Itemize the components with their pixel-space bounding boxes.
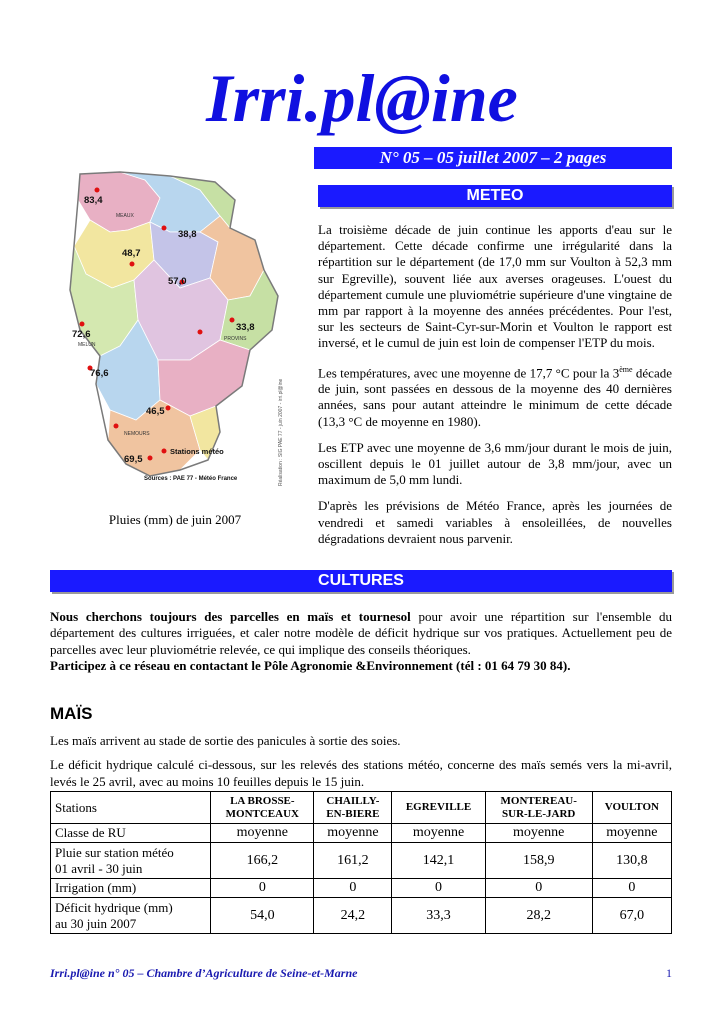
column-header-line: EGREVILLE — [405, 801, 472, 813]
station-value-label: 57,0 — [168, 276, 187, 287]
map-credit: Réalisation : SIG PAE 77 - juin 2007 - irri.pl@ine — [278, 378, 284, 486]
table-cell: 161,2 — [314, 843, 392, 879]
table-cell: 158,9 — [485, 843, 592, 879]
table-cell: 0 — [211, 879, 314, 898]
table-cell: 28,2 — [485, 898, 592, 934]
table-column-header — [314, 792, 392, 824]
station-dot — [198, 330, 203, 335]
station-value-label: 76,6 — [90, 368, 109, 379]
table-row — [51, 879, 672, 898]
column-header-line: MONTCEAUX — [225, 807, 299, 820]
table-cell: 0 — [314, 879, 392, 898]
town-label: MEAUX — [116, 213, 134, 219]
meteo-paragraph: La troisième décade de juin continue les apports d'eau sur le département. Cette décade confirme une irrégularité dans la répartition sur le département (de 17,0 mm sur Voulton à 52,3 mm sur Egreville), souvent liée aux averses orageuses. L'ouest du département cumule une pluviométrie supérieure d'une vingtaine de mm par rapport à la moyenne des années précédentes. Pour l'est, sur les secteurs de Saint-Cyr-sur-Morin et Voulton le rapport est inversé, et le cumul de juin est loin de compenser l'ETP du mois. — [318, 222, 672, 351]
table-cell: 142,1 — [392, 843, 485, 879]
footer-publication: Irri.pl@ine n° 05 – Chambre d’Agriculture de Seine-et-Marne — [50, 966, 358, 980]
row-label: Classe de RU — [51, 824, 211, 843]
column-header-line: VOULTON — [604, 801, 659, 813]
column-header-line: CHAILLY- — [326, 794, 380, 807]
row-label-line: 01 avril - 30 juin — [55, 860, 143, 876]
table-column-header — [592, 792, 671, 824]
cultures-intro-bold: Nous cherchons toujours des parcelles en maïs et tournesol — [50, 609, 411, 624]
station-dot — [114, 424, 119, 429]
town-label: PROVINS — [224, 336, 247, 342]
temperature-text-cont: décade de juin, sont passées en dessous de la moyenne des 40 dernières années, sans pour autant atteindre le minimum de cette décade (13,3 °C de moyenne en 1980). — [318, 364, 672, 429]
station-dot — [130, 262, 135, 267]
rainfall-map — [50, 170, 300, 495]
table-cell: 54,0 — [211, 898, 314, 934]
table-cell: moyenne — [485, 824, 592, 843]
column-header-line: LA BROSSE- — [230, 794, 295, 807]
cultures-intro — [50, 609, 672, 658]
temperature-text: Les températures, avec une moyenne de 17,7 °C pour la 3 — [318, 364, 620, 380]
station-dot — [230, 318, 235, 323]
map-caption: Pluies (mm) de juin 2007 — [108, 512, 242, 527]
cultures-text — [50, 609, 672, 675]
meteo-section-header: METEO — [318, 185, 672, 207]
table-cell: moyenne — [314, 824, 392, 843]
table-cell: moyenne — [211, 824, 314, 843]
cultures-call-to-action: Participez à ce réseau en contactant le Pôle Agronomie &Environnement (tél : 01 64 79 30 84). — [50, 658, 571, 674]
station-dot — [80, 322, 85, 327]
town-label: NEMOURS — [124, 431, 150, 437]
row-label — [51, 898, 211, 934]
mais-heading: MAÏS — [50, 704, 93, 723]
table-row — [51, 824, 672, 843]
table-cell: 67,0 — [592, 898, 671, 934]
row-label: Irrigation (mm) — [51, 879, 211, 898]
station-dot — [148, 456, 153, 461]
water-deficit-table — [50, 791, 672, 934]
station-value-label: 72,6 — [72, 329, 91, 340]
column-header-line: SUR-LE-JARD — [502, 807, 576, 820]
mais-paragraph: Les maïs arrivent au stade de sortie des panicules à sortie des soies. — [50, 733, 401, 748]
station-dot — [95, 188, 100, 193]
station-value-label: 83,4 — [84, 195, 103, 206]
station-value-label: 33,8 — [236, 322, 255, 333]
station-dot — [162, 226, 167, 231]
table-header-row — [51, 792, 672, 824]
row-label-line: Déficit hydrique (mm) — [55, 899, 173, 915]
meteo-text — [318, 222, 672, 557]
legend-label: Stations météo — [170, 447, 224, 456]
column-header-line: MONTEREAU- — [500, 794, 577, 807]
table-cell: 24,2 — [314, 898, 392, 934]
map-source: Sources : PAE 77 - Météo France — [144, 476, 238, 482]
meteo-paragraph: D'après les prévisions de Météo France, après les journées de vendredi et samedi variables à ensoleillées, de nouvelles dégradations devraient nous parvenir. — [318, 498, 672, 546]
station-value-label: 69,5 — [124, 454, 143, 465]
meteo-paragraph — [318, 362, 672, 430]
station-value-label: 48,7 — [122, 248, 141, 259]
table-cell: 0 — [592, 879, 671, 898]
page-number: 1 — [666, 966, 672, 980]
table-row — [51, 843, 672, 879]
table-cell: moyenne — [592, 824, 671, 843]
station-value-label: 38,8 — [178, 229, 197, 240]
mais-paragraph: Le déficit hydrique calculé ci-dessous, sur les relevés des stations météo, concerne des maïs semés vers la mi-avril, levés le 25 avril, avec au moins 10 feuilles depuis le 15 juin. — [50, 757, 672, 789]
table-corner-cell: Stations — [51, 792, 211, 824]
row-label — [51, 843, 211, 879]
town-label: MELUN — [78, 342, 96, 348]
station-dot — [166, 406, 171, 411]
meteo-paragraph: Les ETP avec une moyenne de 3,6 mm/jour durant le mois de juin, oscillent depuis le 01 juillet autour de 3,8 mm/jour, avec un maximum de 5,0 mm lundi. — [318, 439, 672, 488]
legend-station-dot — [162, 449, 167, 454]
station-value-label: 46,5 — [146, 406, 165, 417]
table-column-header — [485, 792, 592, 824]
table-cell: 130,8 — [592, 843, 671, 879]
table-row — [51, 898, 672, 934]
table-cell: moyenne — [392, 824, 485, 843]
table-column-header — [392, 792, 485, 824]
cultures-section-header: CULTURES — [50, 570, 672, 592]
issue-banner: N° 05 – 05 juillet 2007 – 2 pages — [314, 147, 672, 169]
mais-text — [50, 733, 672, 798]
table-column-header — [211, 792, 314, 824]
newsletter-title: Irri.pl@ine — [206, 60, 518, 136]
ordinal-suffix: ème — [619, 364, 633, 374]
table-cell: 0 — [485, 879, 592, 898]
column-header-line: EN-BIERE — [326, 807, 380, 820]
table-cell: 166,2 — [211, 843, 314, 879]
cultures-intro-rest: pour avoir une répartition sur l'ensemble du département des cultures irriguées, et caler notre modèle de déficit hydrique sur vos pratiques. Actuellement peu de parcelles avec leur pluviométrie relevée, ce qui implique des conseils théoriques. — [50, 609, 672, 657]
row-label-line: au 30 juin 2007 — [55, 915, 137, 931]
table-cell: 0 — [392, 879, 485, 898]
table-cell: 33,3 — [392, 898, 485, 934]
row-label-line: Pluie sur station météo — [55, 844, 174, 860]
